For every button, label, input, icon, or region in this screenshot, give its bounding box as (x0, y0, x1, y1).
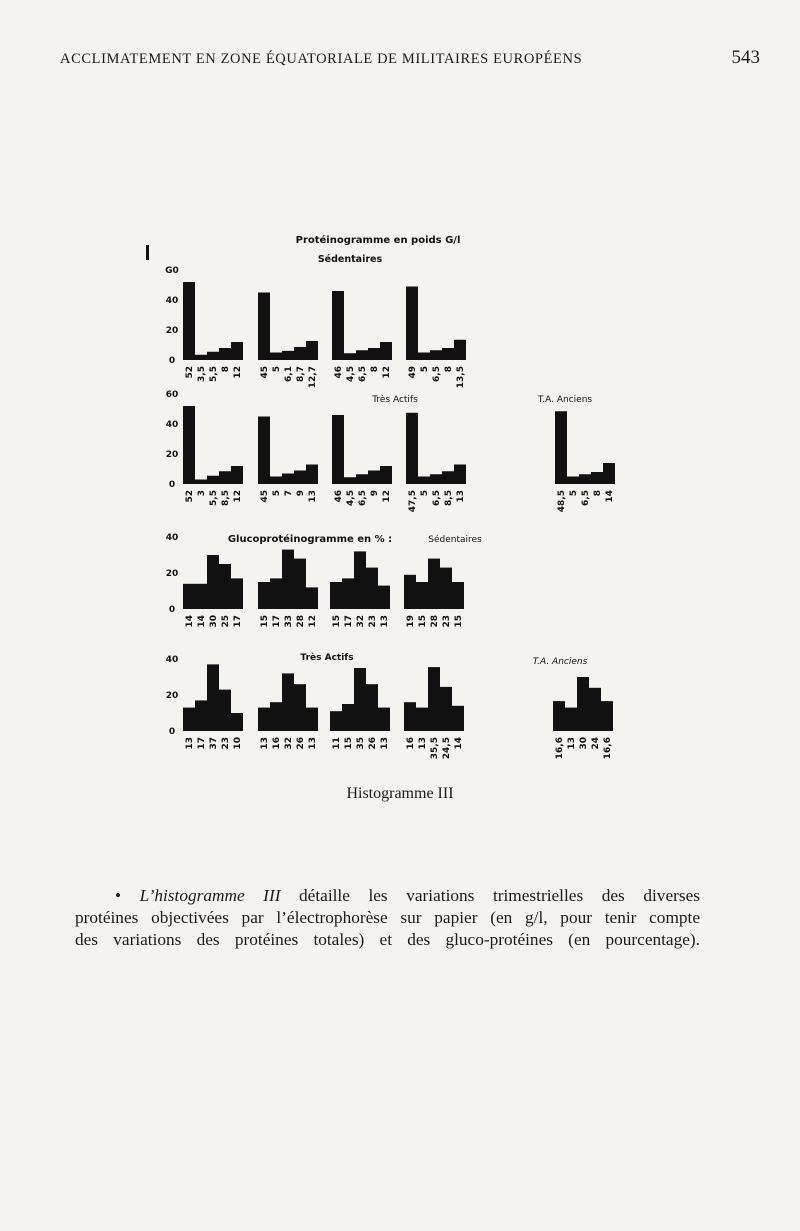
chart-4-group-1-value-label: 10 (233, 737, 243, 750)
chart-1-group-1-bar (195, 355, 207, 360)
chart-4-extra-group-bar (577, 677, 589, 731)
chart-1-group-4-bar (418, 353, 430, 361)
chart-2-extra-group-bar (567, 477, 579, 485)
chart-4-group-3-bar (330, 711, 342, 731)
chart-3-group-1-value-label: 14 (197, 615, 207, 628)
chart-3-group-2-bar (282, 550, 294, 609)
chart-2-group-4-bar (418, 477, 430, 485)
chart-2-extra-group-bar (579, 474, 591, 484)
chart-2-extra-group-value-label: 5 (569, 490, 579, 497)
chart-2-group-3-bar (368, 471, 380, 485)
chart-2-extra-subtitle: T.A. Anciens (537, 395, 593, 405)
chart-2-extra-group-value-label: 14 (605, 490, 615, 503)
paragraph-line-3: des variations des protéines totales) et des gluco-protéines (en pourcentage). (75, 930, 700, 949)
chart-1-group-3-value-label: 6,5 (358, 366, 368, 382)
chart-2-extra-group-value-label: 8 (593, 490, 603, 497)
chart-1-group-1-bar (183, 282, 195, 360)
chart-2-group-3-bar (380, 466, 392, 484)
chart-3-group-4-value-label: 15 (454, 615, 464, 628)
chart-2-group-4-value-label: 47,5 (408, 490, 418, 513)
chart-4-group-1-bar (183, 708, 195, 731)
chart-3-group-4-value-label: 19 (406, 615, 416, 628)
chart-2-group-4-bar (442, 471, 454, 484)
chart-4-group-3-value-label: 26 (368, 737, 378, 750)
chart-2-group-2-value-label: 7 (284, 490, 294, 497)
chart-3-group-4-bar (428, 559, 440, 609)
running-title: ACCLIMATEMENT EN ZONE ÉQUATORIALE DE MILITAIRES EUROPÉENS (60, 51, 583, 67)
chart-3-group-4-value-label: 23 (442, 615, 452, 628)
chart-2-ytick-label: 20 (165, 450, 179, 460)
chart-3-group-4-value-label: 15 (418, 615, 428, 628)
chart-4-group-2-bar (294, 684, 306, 731)
chart-3-group-4-bar (404, 575, 416, 609)
chart-4-group-4-value-label: 14 (454, 737, 464, 750)
chart-1-group-1-value-label: 8 (221, 366, 231, 373)
chart-2-group-1-bar (195, 480, 207, 485)
chart-3-title: Glucoprotéinogramme en % : (227, 534, 393, 545)
chart-2-group-3-value-label: 4,5 (346, 490, 356, 506)
chart-3-group-3-value-label: 23 (368, 615, 378, 628)
chart-3-group-4-bar (440, 568, 452, 609)
chart-4-extra-subtitle: T.A. Anciens (532, 657, 588, 667)
chart-4-group-1-value-label: 13 (185, 737, 195, 750)
chart-1-group-3-value-label: 12 (382, 366, 392, 379)
chart-3-group-1-bar (231, 578, 243, 609)
chart-1-group-2-value-label: 45 (260, 366, 270, 379)
paragraph-line-1 (75, 885, 700, 907)
chart-1-group-4-value-label: 5 (420, 366, 430, 373)
chart-1-subtitle: Sédentaires (317, 254, 383, 265)
chart-4-group-4-bar (404, 702, 416, 731)
chart-3-group-2-bar (258, 582, 270, 609)
chart-4-group-2-bar (270, 702, 282, 731)
chart-1-group-4-value-label: 8 (444, 366, 454, 373)
chart-1-group-3-bar (368, 348, 380, 360)
chart-3-group-3-bar (354, 551, 366, 609)
chart-1-ytick-label: 20 (165, 326, 179, 336)
chart-3-group-2-value-label: 12 (308, 615, 318, 628)
chart-4-group-3-bar (378, 708, 390, 731)
chart-1-group-4-bar (430, 350, 442, 360)
chart-3-group-1-value-label: 30 (209, 615, 219, 628)
figure-caption: Histogramme III (346, 785, 454, 802)
chart-4-ytick-label: 20 (165, 691, 179, 701)
chart-4-ytick-label: 0 (168, 727, 176, 737)
chart-3-group-4-value-label: 28 (430, 615, 440, 628)
chart-1-group-1-value-label: 12 (233, 366, 243, 379)
chart-2-group-2-value-label: 13 (308, 490, 318, 503)
chart-2-group-4-value-label: 5 (420, 490, 430, 497)
chart-1-group-2-value-label: 8,7 (296, 366, 306, 382)
scan-mark (146, 245, 149, 260)
chart-2-group-4-value-label: 6,5 (432, 490, 442, 506)
chart-3-group-3-value-label: 32 (356, 615, 366, 628)
chart-1-group-4-bar (406, 287, 418, 361)
chart-3-group-3-bar (330, 582, 342, 609)
chart-1-group-4-value-label: 49 (408, 366, 418, 379)
chart-1-ytick-label: G0 (165, 266, 179, 276)
chart-4-extra-group-value-label: 13 (567, 737, 577, 750)
chart-4-group-4-value-label: 24,5 (442, 737, 452, 760)
chart-1-group-1-bar (219, 348, 231, 360)
chart-2-group-3-value-label: 9 (370, 490, 380, 497)
chart-2-group-2-bar (258, 417, 270, 485)
chart-3-group-3-bar (366, 568, 378, 609)
chart-3-group-2-value-label: 28 (296, 615, 306, 628)
chart-2-group-2-bar (282, 474, 294, 485)
chart-4-group-3-value-label: 11 (332, 737, 342, 750)
chart-4-group-1-value-label: 37 (209, 737, 219, 750)
chart-4-extra-group-value-label: 30 (579, 737, 589, 750)
chart-2-group-4-bar (454, 465, 466, 485)
chart-2-ytick-label: 0 (168, 480, 176, 490)
chart-2-group-2-bar (294, 471, 306, 485)
chart-3-ytick-label: 0 (168, 605, 176, 615)
chart-3-group-3-value-label: 15 (332, 615, 342, 628)
chart-4-group-4-value-label: 35,5 (430, 737, 440, 760)
chart-4-group-2-bar (282, 673, 294, 731)
chart-4-extra-group-value-label: 16,6 (603, 737, 613, 760)
chart-1-group-3-value-label: 46 (334, 366, 344, 379)
chart-3-group-1-value-label: 14 (185, 615, 195, 628)
chart-2-group-2-bar (306, 465, 318, 485)
chart-3-group-3-value-label: 13 (380, 615, 390, 628)
chart-1-ytick-label: 0 (168, 356, 176, 366)
chart-2-group-1-bar (207, 476, 219, 484)
chart-4-group-3-bar (366, 684, 378, 731)
chart-2-group-1-bar (231, 466, 243, 484)
chart-4-group-4-value-label: 13 (418, 737, 428, 750)
chart-2-group-2-value-label: 45 (260, 490, 270, 503)
line-1-rest: détaille les variations trimestrielles des diverses (299, 886, 700, 905)
chart-4-group-4-bar (428, 667, 440, 731)
chart-4-extra-group-bar (565, 708, 577, 731)
chart-2-group-3-value-label: 12 (382, 490, 392, 503)
paragraph-line-2: protéines objectivées par l’électrophorèse sur papier (en g/l, pour tenir compte (75, 908, 700, 927)
chart-1-group-4-bar (442, 348, 454, 360)
chart-2-group-2-value-label: 9 (296, 490, 306, 497)
chart-2-group-3-value-label: 6,5 (358, 490, 368, 506)
chart-2-group-2-value-label: 5 (272, 490, 282, 497)
page-number: 543 (731, 47, 760, 68)
chart-3-group-1-value-label: 25 (221, 615, 231, 628)
chart-4-group-1-value-label: 17 (197, 737, 207, 750)
chart-4-extra-group-value-label: 24 (591, 737, 601, 750)
chart-2-ytick-label: 60 (165, 390, 179, 400)
chart-3-group-4-bar (452, 582, 464, 609)
chart-2-group-1-bar (183, 406, 195, 484)
chart-4-group-3-value-label: 35 (356, 737, 366, 750)
chart-1-ytick-label: 40 (165, 296, 179, 306)
chart-4-group-2-value-label: 16 (272, 737, 282, 750)
chart-2-extra-group-value-label: 6,5 (581, 490, 591, 506)
chart-1-group-2-value-label: 12,7 (308, 366, 318, 389)
chart-2-group-1-value-label: 8,5 (221, 490, 231, 506)
bullet: • (115, 886, 122, 905)
chart-1-group-1-bar (207, 352, 219, 360)
chart-1-group-4-bar (454, 340, 466, 360)
chart-2-group-4-bar (406, 413, 418, 484)
chart-4-extra-group-bar (553, 701, 565, 731)
chart-1-title: Protéinogramme en poids G/l (295, 235, 461, 246)
chart-1-group-3-value-label: 8 (370, 366, 380, 373)
chart-1-group-3-bar (356, 350, 368, 360)
chart-2-group-3-bar (332, 415, 344, 484)
chart-1-group-2-value-label: 6,1 (284, 366, 294, 382)
chart-3-group-3-bar (378, 586, 390, 609)
chart-2-group-3-bar (356, 474, 368, 484)
chart-2-group-1-value-label: 3 (197, 490, 207, 497)
chart-4-group-2-value-label: 13 (308, 737, 318, 750)
chart-4-group-3-bar (354, 668, 366, 731)
chart-2-group-1-value-label: 52 (185, 490, 195, 503)
chart-2-group-4-value-label: 13 (456, 490, 466, 503)
chart-1-group-2-bar (306, 341, 318, 360)
chart-1-group-1-value-label: 5,5 (209, 366, 219, 382)
chart-4-extra-group-bar (601, 701, 613, 731)
chart-4-group-2-value-label: 13 (260, 737, 270, 750)
chart-4-group-3-bar (342, 704, 354, 731)
chart-3-group-2-value-label: 15 (260, 615, 270, 628)
chart-3-group-1-bar (195, 584, 207, 609)
chart-2-group-1-value-label: 5,5 (209, 490, 219, 506)
chart-4-group-2-value-label: 32 (284, 737, 294, 750)
chart-4-ytick-label: 40 (165, 655, 179, 665)
chart-4-group-1-bar (231, 713, 243, 731)
chart-2-group-4-bar (430, 474, 442, 484)
chart-4-group-4-value-label: 16 (406, 737, 416, 750)
chart-4-group-3-value-label: 13 (380, 737, 390, 750)
chart-3-subtitle: Sédentaires (428, 535, 482, 545)
chart-2-group-3-bar (344, 477, 356, 484)
chart-1-group-3-value-label: 4,5 (346, 366, 356, 382)
chart-4-extra-group-value-label: 16,6 (555, 737, 565, 760)
chart-3-group-3-bar (342, 578, 354, 609)
chart-2-extra-group-bar (555, 411, 567, 484)
chart-1-group-2-bar (270, 353, 282, 361)
chart-3-group-2-bar (306, 587, 318, 609)
chart-4-group-4-bar (452, 706, 464, 731)
chart-4-extra-group-bar (589, 688, 601, 731)
chart-2-group-4-value-label: 8,5 (444, 490, 454, 506)
chart-4-group-3-value-label: 15 (344, 737, 354, 750)
chart-2-group-1-bar (219, 471, 231, 484)
chart-4-group-1-value-label: 23 (221, 737, 231, 750)
chart-1-group-1-value-label: 52 (185, 366, 195, 379)
chart-4-group-1-bar (219, 690, 231, 731)
chart-2-extra-group-bar (591, 472, 603, 484)
chart-2-group-1-value-label: 12 (233, 490, 243, 503)
chart-3-group-1-value-label: 17 (233, 615, 243, 628)
chart-1-group-4-value-label: 6,5 (432, 366, 442, 382)
chart-1-group-2-bar (258, 293, 270, 361)
chart-1-group-2-value-label: 5 (272, 366, 282, 373)
chart-4-subtitle: Très Actifs (300, 653, 354, 663)
chart-1-group-1-value-label: 3,5 (197, 366, 207, 382)
chart-3-group-1-bar (219, 564, 231, 609)
chart-1-group-3-bar (332, 291, 344, 360)
chart-3-group-1-bar (183, 584, 195, 609)
chart-1-group-4-value-label: 13,5 (456, 366, 466, 389)
chart-3-group-2-value-label: 33 (284, 615, 294, 628)
chart-3-group-2-value-label: 17 (272, 615, 282, 628)
chart-3-ytick-label: 40 (165, 533, 179, 543)
chart-1-group-3-bar (380, 342, 392, 360)
chart-4-group-2-bar (258, 708, 270, 731)
chart-4-group-4-bar (440, 687, 452, 731)
chart-4-group-2-bar (306, 708, 318, 731)
chart-1-group-2-bar (294, 347, 306, 360)
bars-layer (165, 266, 615, 759)
chart-1-group-2-bar (282, 351, 294, 360)
chart-2-group-3-value-label: 46 (334, 490, 344, 503)
chart-1-group-3-bar (344, 353, 356, 360)
chart-1-group-1-bar (231, 342, 243, 360)
chart-3-ytick-label: 20 (165, 569, 179, 579)
chart-4-group-2-value-label: 26 (296, 737, 306, 750)
chart-2-group-2-bar (270, 477, 282, 485)
chart-2-ytick-label: 40 (165, 420, 179, 430)
chart-4-group-1-bar (207, 664, 219, 731)
chart-3-group-4-bar (416, 582, 428, 609)
chart-3-group-2-bar (270, 578, 282, 609)
chart-2-subtitle: Très Actifs (372, 395, 418, 405)
chart-4-group-1-bar (195, 700, 207, 731)
chart-3-group-2-bar (294, 559, 306, 609)
chart-2-extra-group-bar (603, 463, 615, 484)
body-paragraph (75, 885, 700, 951)
chart-2-extra-group-value-label: 48,5 (557, 490, 567, 513)
italic-lead: L’histogramme III (139, 886, 281, 905)
chart-3-group-3-value-label: 17 (344, 615, 354, 628)
chart-3-group-1-bar (207, 555, 219, 609)
chart-4-group-4-bar (416, 708, 428, 731)
